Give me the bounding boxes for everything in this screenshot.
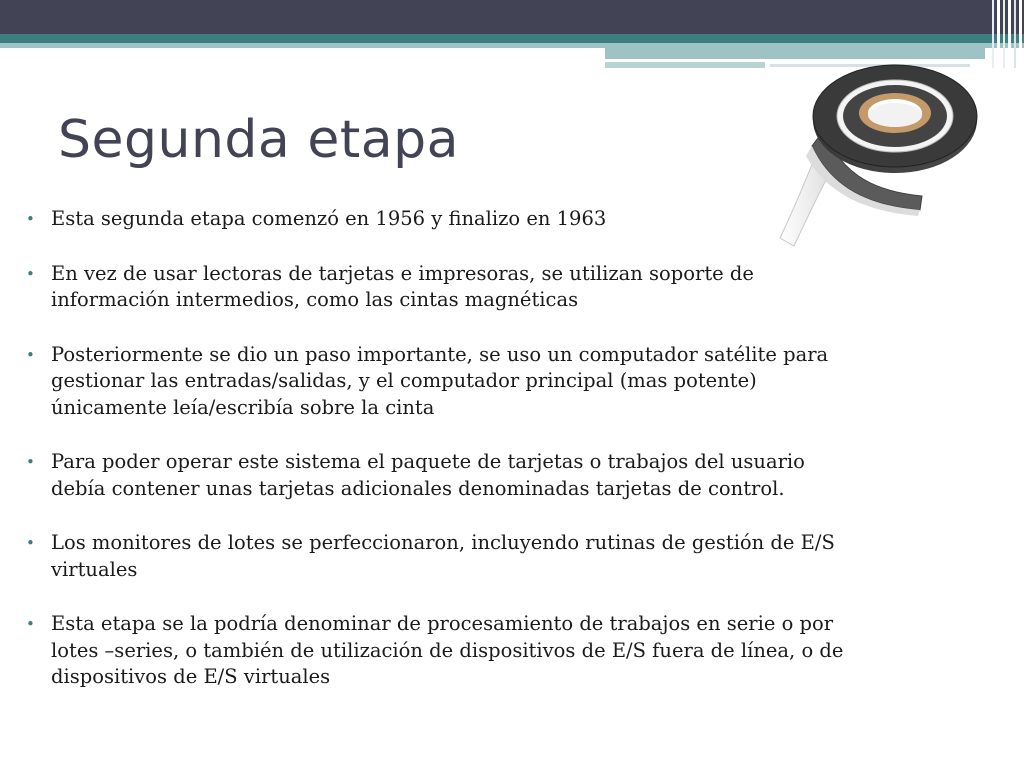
bullet-text: Posteriormente se dio un paso importante, se uso un computador satélite para gestionar las entradas/salidas, y el computador principal (mas potente) únicamente leía/escribía sobre la cinta bbox=[51, 342, 829, 419]
bullet-item bbox=[20, 611, 860, 691]
bullet-item bbox=[20, 530, 860, 583]
bullet-text: Para poder operar este sistema el paquete de tarjetas o trabajos del usuario debía contener unas tarjetas adicionales denominadas tarjetas de control. bbox=[51, 450, 805, 500]
bullet-text: En vez de usar lectoras de tarjetas e impresoras, se utilizan soporte de información intermedios, como las cintas magnéticas bbox=[51, 261, 754, 311]
bullet-text: Esta etapa se la podría denominar de procesamiento de trabajos en serie o por lotes –series, o también de utilización de dispositivos de E/S fuera de línea, o de dispositivos de E/S virtuales bbox=[51, 612, 844, 688]
bullet-marker: • bbox=[26, 453, 35, 471]
header-accent-block bbox=[605, 48, 985, 59]
bullet-text: Los monitores de lotes se perfeccionaron, incluyendo rutinas de gestión de E/S virtuales bbox=[51, 531, 835, 581]
bullet-marker: • bbox=[26, 264, 35, 283]
header-accent-line bbox=[605, 62, 765, 68]
bullet-text: Esta segunda etapa comenzó en 1956 y finalizo en 1963 bbox=[51, 207, 607, 230]
bullet-marker: • bbox=[26, 345, 35, 364]
header-teal-stripe bbox=[0, 34, 1024, 43]
bullet-marker: • bbox=[26, 534, 35, 552]
header-dark-bar bbox=[0, 0, 1024, 34]
bullet-item bbox=[20, 449, 860, 502]
slide-title: Segunda etapa bbox=[58, 110, 459, 170]
bullet-marker: • bbox=[26, 210, 35, 228]
bullet-marker: • bbox=[26, 615, 35, 633]
bullet-list bbox=[20, 206, 860, 719]
bullet-item bbox=[20, 342, 860, 422]
bullet-item bbox=[20, 206, 860, 233]
bullet-item bbox=[20, 261, 860, 314]
header-light-stripe bbox=[0, 43, 1024, 48]
